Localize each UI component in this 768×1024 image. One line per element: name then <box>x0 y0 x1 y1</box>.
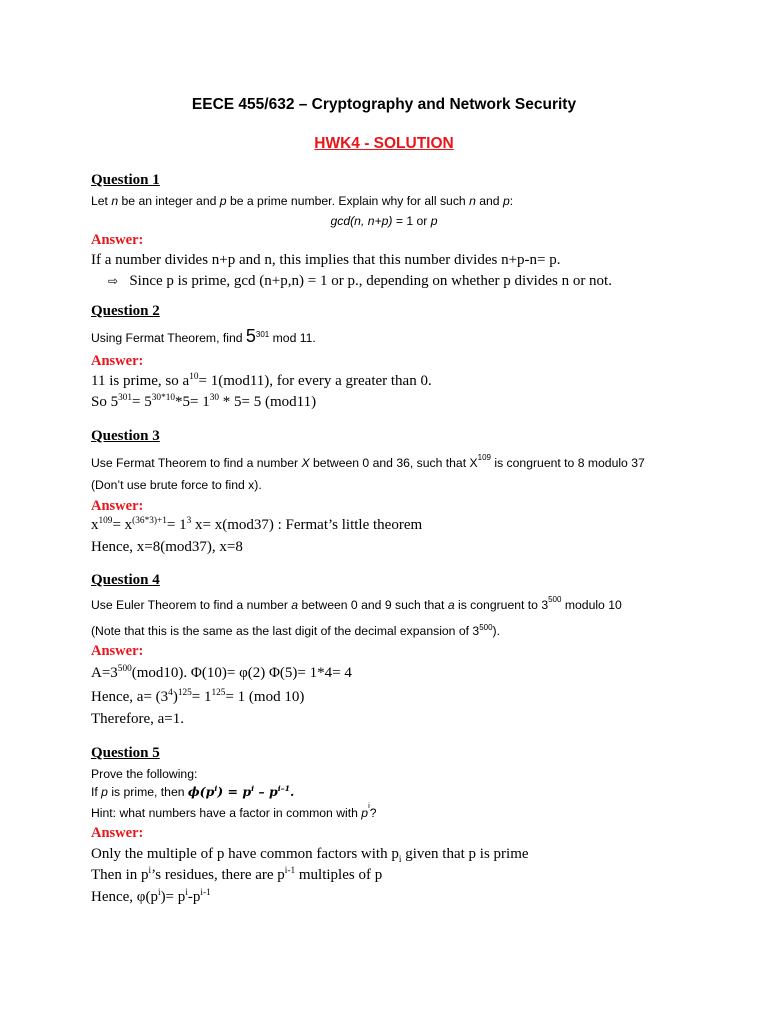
document-subtitle: HWK4 - SOLUTION <box>314 135 454 152</box>
question-1-answer-bullet: ⇨ Since p is prime, gcd (n+p,n) = 1 or p., depending on whether p divides n or not. <box>108 273 612 289</box>
question-4-prompt: Use Euler Theorem to find a number a between 0 and 9 such that a is congruent to $3^{500}$ modulo 10 <box>91 594 622 612</box>
question-2-prompt: Using Fermat Theorem, find $5^{301}$ mod 11. <box>91 326 316 346</box>
question-3-answer-line-1: $x^{109}= x^{(36*3)+1}= 1^3$ x= x(mod37) : Fermat’s little theorem <box>91 516 423 533</box>
question-5-answer-line-3: Hence, $\varphi(p^i)= p^i-p^{i-1}$ <box>91 888 211 905</box>
question-5-prompt-line-1: Prove the following: <box>91 767 198 781</box>
question-5-answer-line-1: Only the multiple of p have common factors with $p_i$ given that p is prime <box>91 846 529 865</box>
question-1-answer-line: If a number divides n+p and n, this implies that this number divides n+p-n= p. <box>91 252 561 268</box>
question-3-answer-label: Answer: <box>91 498 144 514</box>
question-2-heading: Question 2 <box>91 303 160 319</box>
question-1-prompt: Let n be an integer and p be a prime number. Explain why for all such n and p: <box>91 194 514 208</box>
question-2-answer-label: Answer: <box>91 353 144 369</box>
question-2-answer-line-2: So $5^{301}= 5^{30*10}*5= 1^{30} * 5= 5$ (mod11) <box>91 393 317 410</box>
question-3-prompt: Use Fermat Theorem to find a number X between 0 and 36, such that $X^{109}$ is congruent to 8 modulo 37 <box>91 452 645 470</box>
question-1-formula: gcd(n, n+p) = 1 or p <box>330 214 438 228</box>
question-4-note: (Note that this is the same as the last digit of the decimal expansion of $3^{500}$). <box>91 622 500 638</box>
question-3-note: (Don’t use brute force to find x). <box>91 478 262 492</box>
question-5-answer-label: Answer: <box>91 825 144 841</box>
question-5-heading: Question 5 <box>91 745 160 761</box>
question-5-prompt-line-2: If p is prime, then $\phi(p^i) = p^i - p^{i-1}$. <box>91 783 295 799</box>
question-5-hint: Hint: what numbers have a factor in common with $p^i$? <box>91 800 377 820</box>
question-4-answer-label: Answer: <box>91 643 144 659</box>
question-3-heading: Question 3 <box>91 428 160 444</box>
question-3-answer-line-2: Hence, x=8(mod37), x=8 <box>91 539 243 555</box>
question-4-heading: Question 4 <box>91 572 160 588</box>
question-2-answer-line-1: 11 is prime, so $a^{10}= 1(mod11)$, for every a greater than 0. <box>91 372 432 389</box>
document-title: EECE 455/632 – Cryptography and Network Security <box>191 96 577 113</box>
question-5-answer-line-2: Then in $p^i’s$ residues, there are $p^{i-1}$ multiples of p <box>91 866 383 883</box>
question-4-answer-line-1: $A=3^{500}(mod10)$. Φ(10)= φ(2) Φ(5)= 1*4= 4 <box>91 664 352 681</box>
arrow-right-icon: ⇨ <box>108 274 119 288</box>
question-1-answer-label: Answer: <box>91 232 144 248</box>
question-4-answer-line-2: Hence, $a= (3^4)^{125}= 1^{125}= 1$ (mod 10) <box>91 688 305 705</box>
question-1-heading: Question 1 <box>91 172 160 188</box>
question-4-answer-line-3: Therefore, a=1. <box>91 711 184 727</box>
